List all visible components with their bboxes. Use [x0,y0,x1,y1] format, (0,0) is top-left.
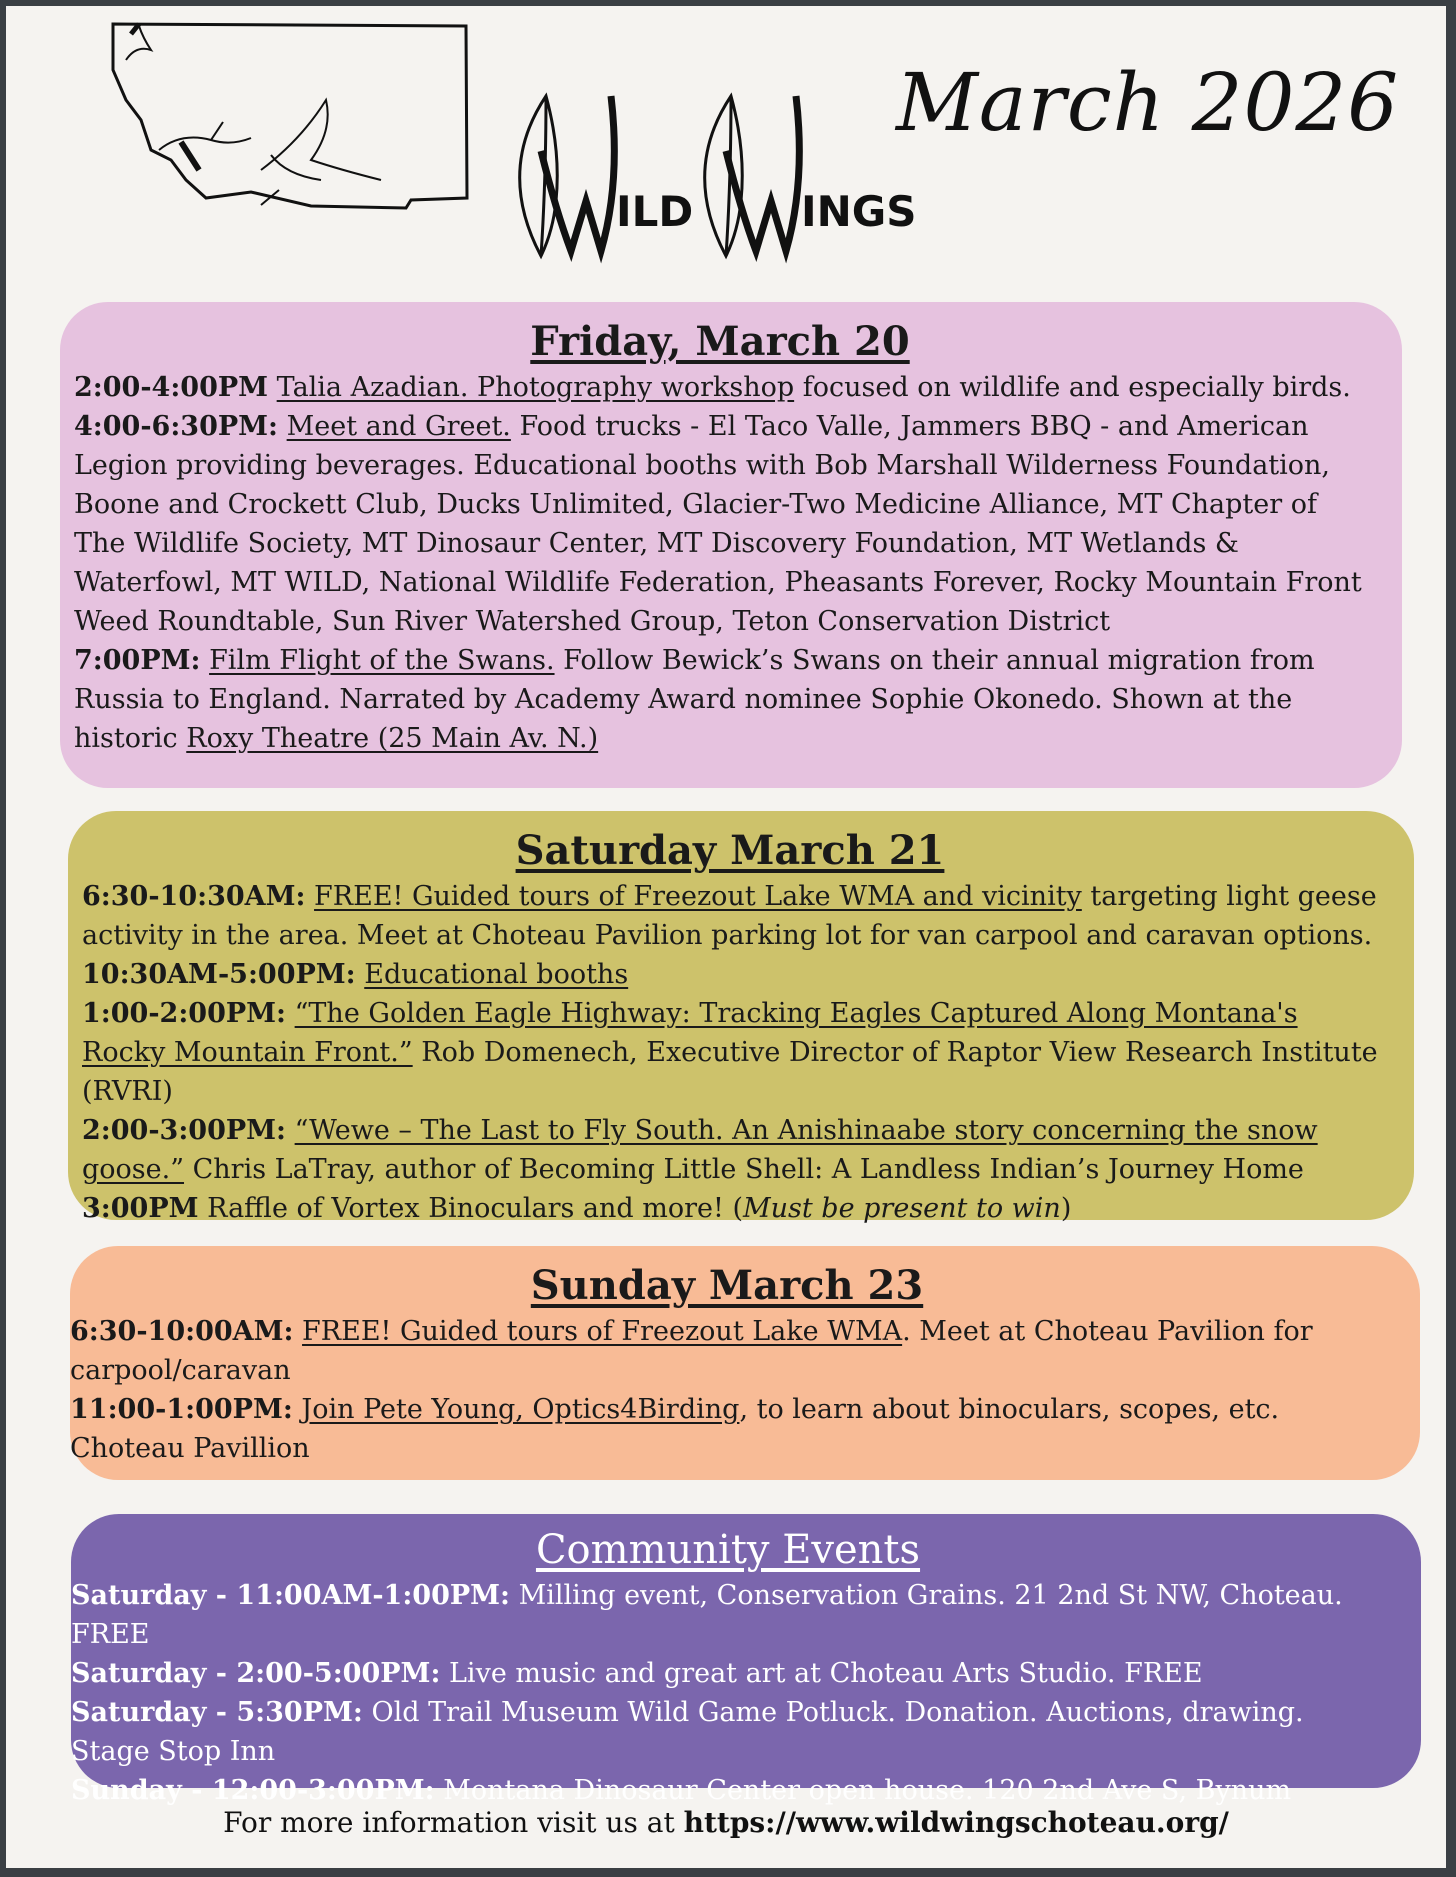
schedule-item [70,1312,1384,1390]
event-time: 6:30-10:30AM: [82,881,306,912]
bird-icon [126,24,151,60]
schedule-item [74,368,1366,407]
schedule-item [82,955,1378,994]
event-time: 11:00-1:00PM: [70,1394,293,1425]
event-description: , to learn about binoculars, scopes, etc. Choteau Pavillion [70,1394,1280,1464]
event-description: Raffle of Vortex Binoculars and more! ( [207,1193,743,1224]
event-time: Saturday - 5:30PM: [71,1697,363,1728]
event-description: Food trucks - El Taco Valle, Jammers BBQ - and American Legion providing beverages. Educational booths with Bob Marshall Wilderness Foundation, Boone and Crockett Club, Ducks Unlimited, Glacier-Two Medicine Alliance, MT Chapter of The Wildlife Society, MT Dinosaur Center, MT Discovery Foundation, MT Wetlands & Waterfowl, MT WILD, National Wildlife Federation, Pheasants Forever, Rocky Mountain Front Weed Roundtable, Sun River Watershed Group, Teton Conservation District [74,411,1362,637]
event-link[interactable]: FREE! Guided tours of Freezout Lake WMA and vicinity [314,881,1082,912]
month-title: March 2026 [896,56,1400,149]
sunday-section [70,1246,1420,1480]
feather-icon [705,96,743,256]
friday-section [60,302,1402,788]
event-time: 4:00-6:30PM: [74,411,279,442]
event-description: Follow Bewick’s Swans on their annual migration from Russia to England. Narrated by Academy Award nominee Sophie Okonedo. Shown at the historic [74,645,1315,754]
event-time: 3:00PM [82,1193,199,1224]
event-link[interactable]: “The Golden Eagle Highway: Tracking Eagles Captured Along Montana's Rocky Mountain Front.” [82,998,1298,1068]
event-description: targeting light geese activity in the area. Meet at Choteau Pavilion parking lot for van carpool and caravan options. [82,881,1377,951]
event-description: Live music and great art at Choteau Arts Studio. FREE [449,1658,1203,1689]
svg-text:INGS: INGS [801,187,917,236]
event-description-end: ) [1060,1193,1072,1224]
event-description: Chris LaTray, author of Becoming Little Shell: A Landless Indian’s Journey Home [192,1154,1304,1185]
event-description: Old Trail Museum Wild Game Potluck. Donation. Auctions, drawing. Stage Stop Inn [71,1697,1304,1767]
sunday-heading: Sunday March 23 [530,1262,924,1309]
crane-icon [261,100,381,205]
community-section [71,1514,1421,1806]
community-item [71,1576,1385,1654]
event-time: 7:00PM: [74,645,201,676]
schedule-item [82,877,1378,955]
svg-text:ILD: ILD [616,187,694,236]
saturday-section [68,811,1414,1224]
event-description: Milling event, Conservation Grains. 21 2nd St NW, Choteau. FREE [71,1580,1343,1650]
event-description: Rob Domenech, Executive Director of Raptor View Research Institute (RVRI) [82,1037,1378,1107]
event-link[interactable]: Join Pete Young, Optics4Birding [301,1394,740,1425]
friday-heading: Friday, March 20 [530,318,910,365]
event-description: Montana Dinosaur Center open house. 120 2nd Ave S, Bynum [443,1775,1292,1806]
footer-text: For more information visit us at [223,1806,675,1839]
event-link[interactable]: Talia Azadian. Photography workshop [276,372,795,403]
website-link[interactable]: https://www.wildwingschoteau.org/ [683,1806,1229,1839]
community-heading: Community Events [535,1527,921,1573]
event-description: . Meet at Choteau Pavilion for carpool/caravan [70,1316,1313,1386]
event-link[interactable]: Educational booths [364,959,629,990]
montana-map-logo [111,20,481,245]
saturday-heading: Saturday March 21 [515,827,945,874]
schedule-item [74,407,1366,641]
venue-link[interactable]: Roxy Theatre (25 Main Av. N.) [186,723,599,754]
flyer-page [6,6,1446,1868]
community-item [71,1693,1385,1771]
event-time: 2:00-4:00PM [74,372,269,403]
event-time: 2:00-3:00PM: [82,1115,287,1146]
event-time: Saturday - 2:00-5:00PM: [71,1658,441,1689]
schedule-item [70,1390,1384,1468]
event-note: Must be present to win [742,1193,1061,1224]
event-link[interactable]: “Wewe – The Last to Fly South. An Anishinaabe story concerning the snow goose.” [82,1115,1318,1185]
feather-icon [520,96,558,256]
community-item [71,1654,1385,1693]
schedule-item [82,1111,1378,1189]
schedule-item [82,994,1378,1111]
schedule-item [74,641,1366,758]
event-description: focused on wildlife and especially birds. [802,372,1351,403]
event-time: 1:00-2:00PM: [82,998,287,1029]
schedule-item [82,1189,1378,1228]
event-link[interactable]: Meet and Greet. [286,411,511,442]
event-link[interactable]: Film Flight of the Swans. [209,645,555,676]
event-time: Saturday - 11:00AM-1:00PM: [71,1580,511,1611]
event-link[interactable]: FREE! Guided tours of Freezout Lake WMA [302,1316,903,1347]
event-time: 6:30-10:00AM: [70,1316,294,1347]
event-time: Sunday - 12:00-3:00PM: [71,1775,435,1806]
footer [6,1806,1446,1839]
event-time: 10:30AM-5:00PM: [82,959,356,990]
community-item [71,1771,1385,1810]
